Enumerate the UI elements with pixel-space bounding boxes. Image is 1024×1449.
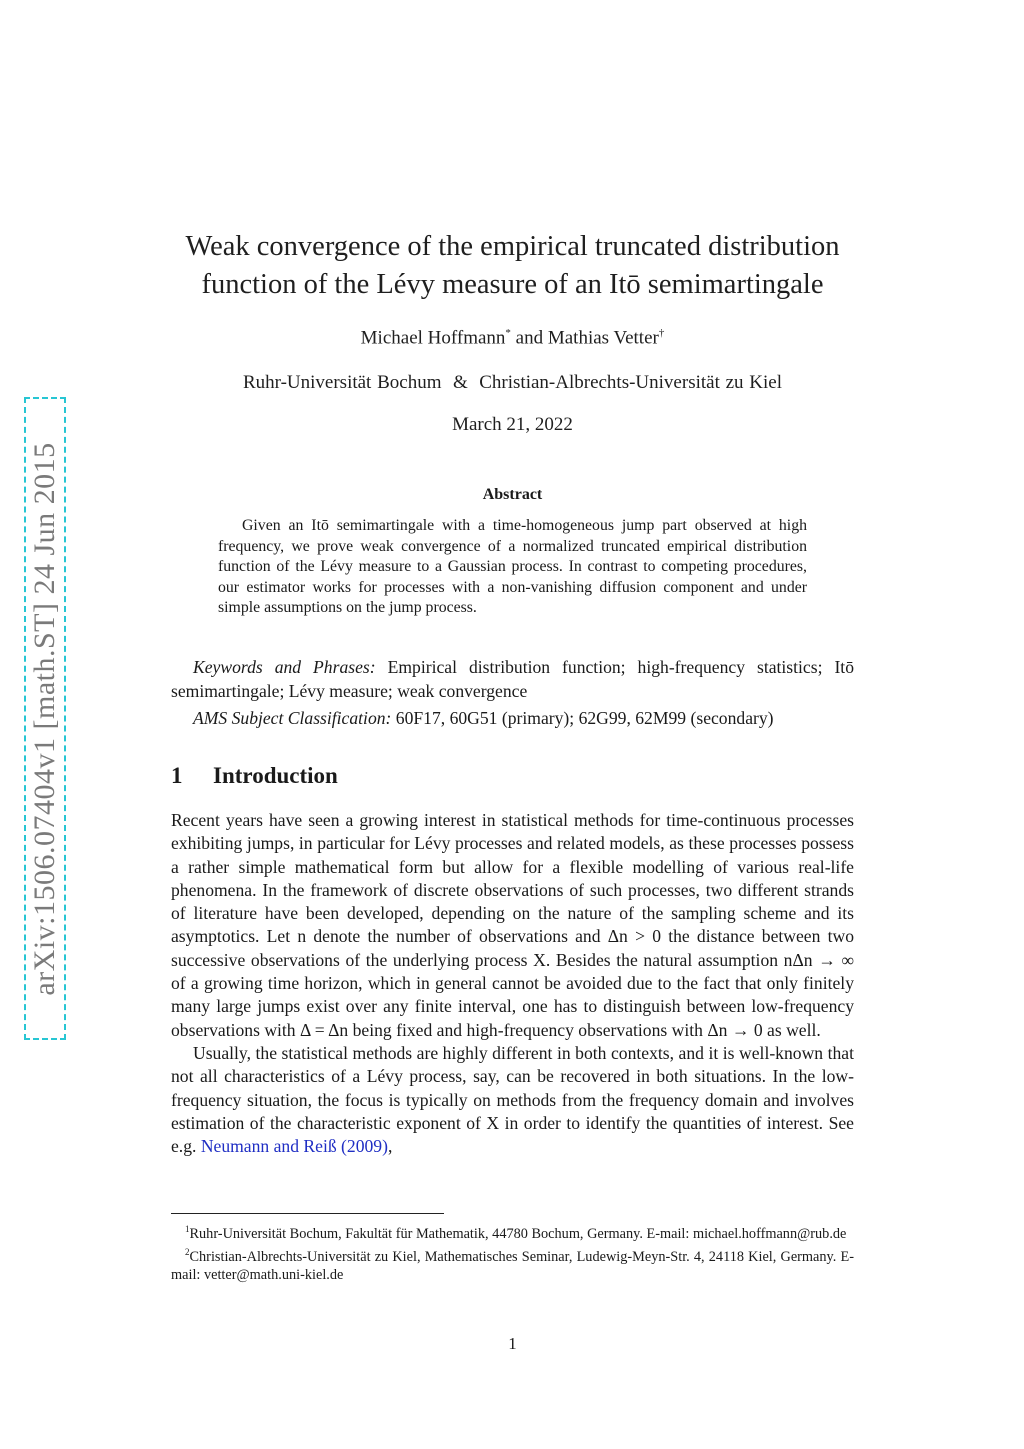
affiliation-line: Ruhr-Universität Bochum & Christian-Albrechts-Universität zu Kiel <box>242 372 783 393</box>
ams-classification <box>171 707 854 731</box>
author-1-name: Michael Hoffmann <box>360 327 506 349</box>
footnotes <box>171 1220 854 1284</box>
page-number: 1 <box>508 1334 517 1353</box>
section-number: 1 <box>171 763 183 788</box>
ams-text: 60F17, 60G51 (primary); 62G99, 62M99 (secondary) <box>391 708 774 728</box>
citation-link-neumann-reiss[interactable]: Neumann and Reiß (2009) <box>200 1136 388 1157</box>
intro-paragraph-2-tail: , <box>387 1136 393 1157</box>
keywords-label: Keywords and Phrases: <box>193 657 376 677</box>
ams-label: AMS Subject Classification: <box>193 708 392 728</box>
keywords-paragraph <box>171 656 854 703</box>
title-line-1: Weak convergence of the empirical truncated distribution <box>185 231 840 262</box>
footnote-1 <box>171 1220 854 1243</box>
keywords-text: Empirical distribution function; high-frequency statistics; Itō semimartingale; Lévy measure; weak convergence <box>171 657 854 701</box>
author-2-name: Mathias Vetter <box>547 327 659 349</box>
intro-paragraph-1: Recent years have seen a growing interest in statistical methods for time-continuous processes exhibiting jumps, in particular for Lévy processes and related models, as these processes possess a rather simple mathematical form but allow for a flexible modelling of various real-life phenomena. In the framework of discrete observations of such processes, two different strands of literature have been developed, depending on the nature of the sampling scheme and its asymptotics. Let n denote the number of observations and Δn > 0 the distance between two successive observations of the underlying process X. Besides the natural assumption nΔn → ∞ of a growing time horizon, which in general cannot be avoided due to the fact that only finitely many large jumps exist over any finite interval, one has to distinguish between low-frequency observations with Δ = Δn being fixed and high-frequency observations with Δn → 0 as well. <box>171 810 854 1040</box>
abstract-text: Given an Itō semimartingale with a time-homogeneous jump part observed at high frequency, we prove weak convergence of a normalized truncated empirical distribution function of the Lévy measure to a Gaussian process. In contrast to competing procedures, our estimator works for processes with a non-vanishing diffusion component and under simple assumptions on the jump process. <box>218 517 807 617</box>
title-line-2: function of the Lévy measure of an Itō semimartingale <box>201 269 824 300</box>
footnote-2-text: Christian-Albrechts-Universität zu Kiel, Mathematisches Seminar, Ludewig-Meyn-Str. 4, 24118 Kiel, Germany. E-mail: vetter@math.uni-kiel.de <box>171 1248 854 1284</box>
arxiv-stamp[interactable] <box>24 397 66 1040</box>
footnote-2 <box>171 1243 854 1284</box>
author-2-footnote-mark[interactable]: † <box>658 327 665 339</box>
intro-paragraph-2-text: Usually, the statistical methods are highly different in both contexts, and it is well-known that not all characteristics of a Lévy process, say, can be recovered in both situations. In the low-frequency situation, the focus is typically on methods from the frequency domain and involves estimation of the characteristic exponent of X in order to identify the quantities of interest. See e.g. <box>171 1042 854 1157</box>
section-title: Introduction <box>213 763 338 788</box>
footnote-1-mark: 1 <box>185 1224 190 1234</box>
intro-paragraph-2 <box>171 1042 854 1158</box>
footnote-rule <box>171 1213 444 1214</box>
section-heading-introduction <box>171 763 338 789</box>
abstract-heading: Abstract <box>482 486 543 503</box>
author-conjunction: and <box>510 327 548 349</box>
footnote-1-text: Ruhr-Universität Bochum, Fakultät für Mathematik, 44780 Bochum, Germany. E-mail: michael.hoffmann@rub.de <box>189 1225 847 1242</box>
paper-title <box>160 228 865 304</box>
arxiv-stamp-text: arXiv:1506.07404v1 [math.ST] 24 Jun 2015 <box>28 441 61 996</box>
introduction-body <box>171 809 854 1158</box>
author-1-footnote-mark[interactable]: * <box>505 327 511 339</box>
author-line <box>160 327 865 349</box>
footnote-2-mark: 2 <box>185 1247 190 1258</box>
paper-date: March 21, 2022 <box>452 414 573 435</box>
